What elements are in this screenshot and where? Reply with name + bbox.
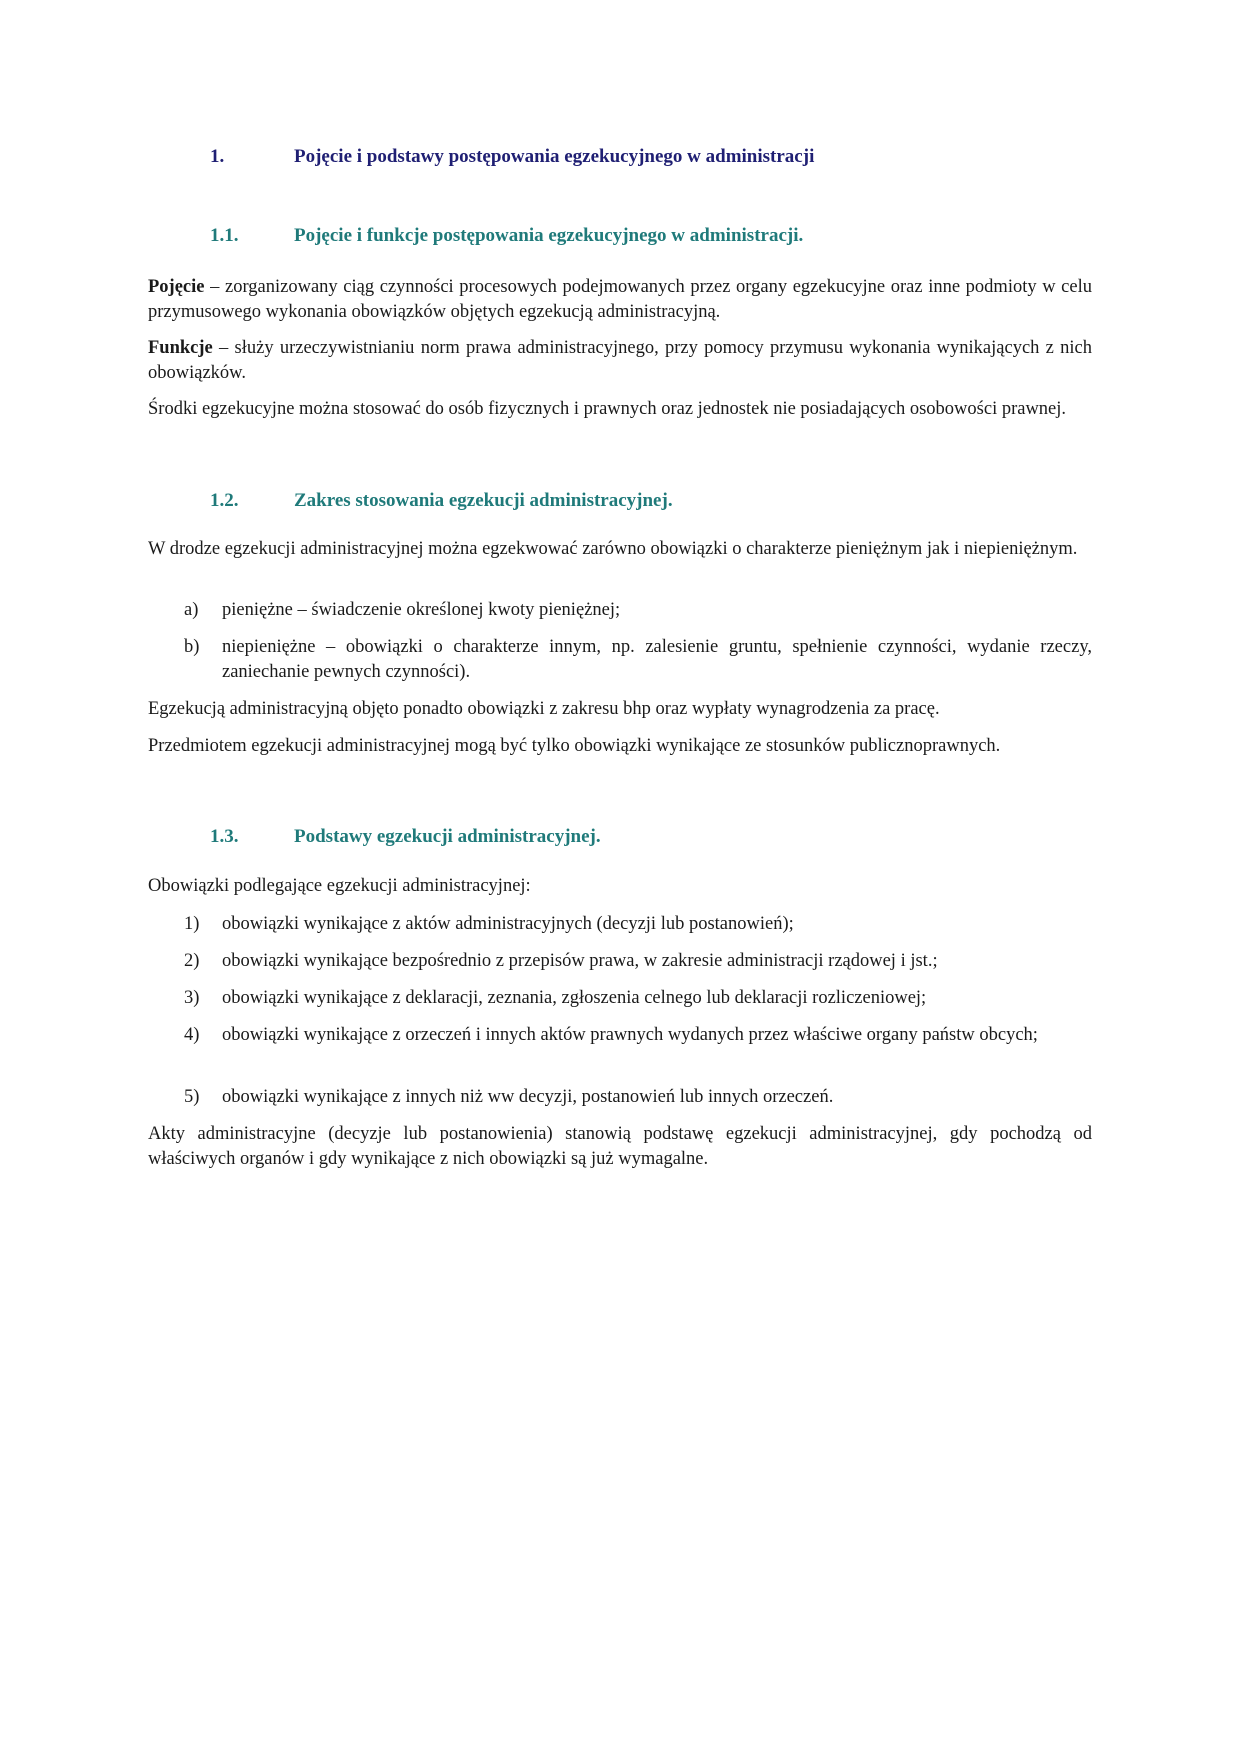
list-item-text: pieniężne – świadczenie określonej kwoty pieniężnej; — [222, 600, 621, 620]
subsection-title: Pojęcie i funkcje postępowania egzekucyjnego w administracji. — [294, 225, 804, 246]
list-item — [184, 949, 1092, 974]
subsection-number: 1.1. — [210, 225, 239, 246]
subsection-title: Zakres stosowania egzekucji administracyjnej. — [294, 490, 673, 511]
subsection-heading-1-1 — [210, 225, 803, 247]
paragraph-funkcje — [148, 336, 1092, 386]
section-number: 1. — [210, 146, 225, 167]
paragraph-pojecie — [148, 275, 1092, 325]
paragraph-obowiazki: Obowiązki podlegające egzekucji administracyjnej: — [148, 876, 531, 896]
term-definition: – zorganizowany ciąg czynności procesowych podejmowanych przez organy egzekucyjne oraz inne podmioty w celu przymusowego wykonania obowiązków objętych egzekucją administracyjną. — [148, 277, 1092, 322]
list-item — [184, 986, 1092, 1011]
list-marker: 2) — [184, 951, 200, 971]
list-marker: 1) — [184, 914, 200, 934]
paragraph-akty: Akty administracyjne (decyzje lub postanowienia) stanowią podstawę egzekucji administracyjnej, gdy pochodzą od właściwych organów i gdy wynikające z nich obowiązki są już wymagalne. — [148, 1124, 1092, 1169]
list-item-text: obowiązki wynikające z deklaracji, zeznania, zgłoszenia celnego lub deklaracji rozliczeniowej; — [222, 988, 927, 1008]
list-marker: 3) — [184, 988, 200, 1008]
list-item-text: obowiązki wynikające z aktów administracyjnych (decyzji lub postanowień); — [222, 914, 794, 934]
paragraph-zakres: W drodze egzekucji administracyjnej można egzekwować zarówno obowiązki o charakterze pieniężnym jak i niepieniężnym. — [148, 539, 1078, 559]
subsection-title: Podstawy egzekucji administracyjnej. — [294, 826, 601, 847]
subsection-heading-1-2 — [210, 490, 673, 512]
paragraph-przedmiot: Przedmiotem egzekucji administracyjnej mogą być tylko obowiązki wynikające ze stosunków publicznoprawnych. — [148, 736, 1001, 756]
list-item — [184, 912, 1092, 937]
list-marker: b) — [184, 637, 200, 657]
paragraph-srodki: Środki egzekucyjne można stosować do osób fizycznych i prawnych oraz jednostek nie posiadających osobowości prawnej. — [148, 399, 1067, 419]
list-item-text: obowiązki wynikające z orzeczeń i innych aktów prawnych wydanych przez właściwe organy państw obcych; — [222, 1025, 1038, 1045]
term-label: Pojęcie — [148, 277, 205, 297]
list-item-text: niepieniężne – obowiązki o charakterze innym, np. zalesienie gruntu, spełnienie czynności, wydanie rzeczy, zaniechanie pewnych czynności). — [222, 637, 1092, 682]
list-item — [184, 1023, 1092, 1048]
list-item — [184, 598, 1092, 623]
subsection-heading-1-3 — [210, 826, 601, 848]
subsection-number: 1.2. — [210, 490, 239, 511]
list-marker: 4) — [184, 1025, 200, 1045]
section-title: Pojęcie i podstawy postępowania egzekucyjnego w administracji — [294, 146, 815, 167]
list-marker: a) — [184, 600, 199, 620]
list-marker: 5) — [184, 1087, 200, 1107]
section-heading-1 — [210, 146, 814, 168]
paragraph-bhp: Egzekucją administracyjną objęto ponadto obowiązki z zakresu bhp oraz wypłaty wynagrodzenia za pracę. — [148, 699, 940, 719]
list-item-text: obowiązki wynikające bezpośrednio z przepisów prawa, w zakresie administracji rządowej i jst.; — [222, 951, 938, 971]
term-definition: – służy urzeczywistnianiu norm prawa administracyjnego, przy pomocy przymusu wykonania wynikających z nich obowiązków. — [148, 338, 1092, 383]
list-item — [184, 1085, 1092, 1110]
subsection-number: 1.3. — [210, 826, 239, 847]
term-label: Funkcje — [148, 338, 213, 358]
list-item-text: obowiązki wynikające z innych niż ww decyzji, postanowień lub innych orzeczeń. — [222, 1087, 834, 1107]
list-item — [184, 635, 1092, 685]
